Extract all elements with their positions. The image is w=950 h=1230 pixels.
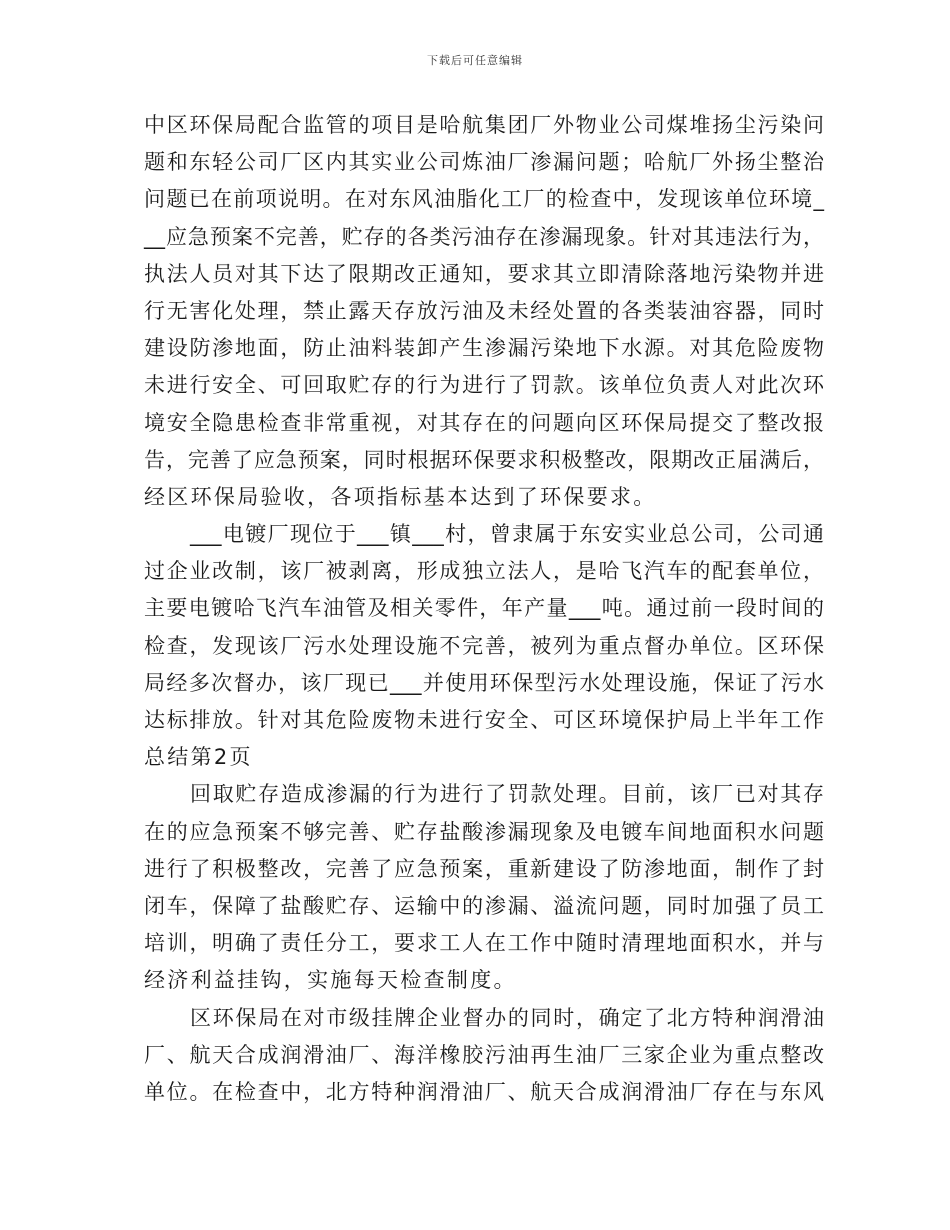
- text-line: 达标排放。针对其危险废物未进行安全、可区环境保护局上半年工作: [144, 708, 824, 732]
- text-line: 题和东轻公司厂区内其实业公司炼油厂渗漏问题；哈航厂外扬尘整治: [144, 150, 824, 175]
- text-line: 总结第2页: [144, 745, 253, 770]
- paragraph: [144, 776, 824, 999]
- text-line: 过企业改制，该厂被剥离，形成独立法人，是哈飞汽车的配套单位，: [144, 559, 824, 584]
- text-line: 在的应急预案不够完善、贮存盐酸渗漏现象及电镀车间地面积水问题: [144, 819, 824, 844]
- text-line: 中区环保局配合监管的项目是哈航集团厂外物业公司煤堆扬尘污染问: [144, 113, 824, 137]
- text-line: __应急预案不完善，贮存的各类污油存在渗漏现象。针对其违法行为，: [144, 224, 824, 249]
- text-line: 执法人员对其下达了限期改正通知，要求其立即清除落地污染物并进: [144, 261, 824, 286]
- text-line: 进行了积极整改，完善了应急预案，重新建设了防渗地面，制作了封: [144, 856, 824, 881]
- text-line: 单位。在检查中，北方特种润滑油厂、航天合成润滑油厂存在与东风: [144, 1079, 824, 1104]
- text-line: 检查，发现该厂污水处理设施不完善，被列为重点督办单位。区环保: [144, 633, 824, 658]
- text-line: 主要电镀哈飞汽车油管及相关零件，年产量___吨。通过前一段时间的: [144, 596, 824, 621]
- text-line: 经济利益挂钩，实施每天检查制度。: [144, 968, 517, 993]
- text-line: 局经多次督办，该厂现已___并使用环保型污水处理设施，保证了污水: [144, 670, 824, 695]
- paragraph: [144, 1000, 824, 1112]
- text-line: 告，完善了应急预案，同时根据环保要求积极整改，限期改正届满后，: [144, 447, 824, 472]
- text-line: 境安全隐患检查非常重视，对其存在的问题向区环保局提交了整改报: [144, 410, 824, 435]
- text-line: ___电镀厂现位于___镇___村，曾隶属于东安实业总公司，公司通: [190, 522, 824, 547]
- text-line: 经区环保局验收，各项指标基本达到了环保要求。: [144, 484, 657, 509]
- text-line: 区环保局在对市级挂牌企业督办的同时，确定了北方特种润滑油: [190, 1005, 824, 1030]
- text-line: 问题已在前项说明。在对东风油脂化工厂的检查中，发现该单位环境_: [144, 187, 824, 212]
- text-line: 闭车，保障了盐酸贮存、运输中的渗漏、溢流问题，同时加强了员工: [144, 893, 824, 918]
- text-line: 回取贮存造成渗漏的行为进行了罚款处理。目前，该厂已对其存: [190, 782, 824, 807]
- paragraph: [144, 107, 824, 516]
- text-line: 培训，明确了责任分工，要求工人在工作中随时清理地面积水，并与: [144, 931, 824, 956]
- page-header: 下载后可任意编辑: [427, 54, 523, 67]
- text-line: 建设防渗地面，防止油料装卸产生渗漏污染地下水源。对其危险废物: [144, 336, 824, 361]
- text-line: 行无害化处理，禁止露天存放污油及未经处置的各类装油容器，同时: [144, 298, 824, 323]
- document-body: [144, 107, 824, 1111]
- paragraph: [144, 516, 824, 776]
- text-line: 未进行安全、可回取贮存的行为进行了罚款。该单位负责人对此次环: [144, 373, 824, 398]
- text-line: 厂、航天合成润滑油厂、海洋橡胶污油再生油厂三家企业为重点整改: [144, 1042, 824, 1067]
